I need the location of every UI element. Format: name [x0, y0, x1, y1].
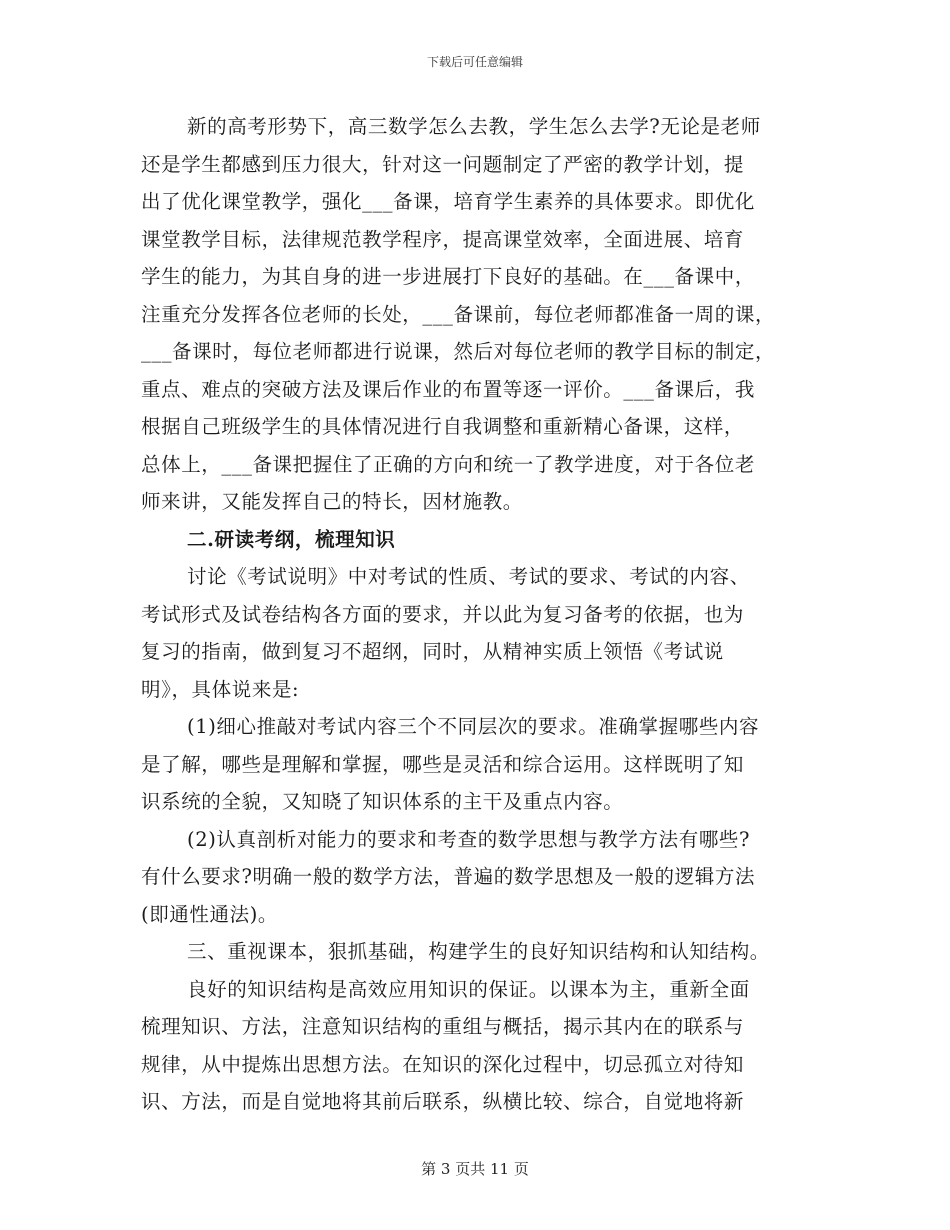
section-heading: 二.研读考纲，梳理知识 [187, 527, 396, 551]
page-footer: 第 3 页共 11 页 [421, 1160, 529, 1178]
text-line: 总体上，___备课把握住了正确的方向和统一了教学进度，对于各位老 [141, 452, 755, 476]
text-line: 讨论《考试说明》中对考试的性质、考试的要求、考试的内容、 [187, 565, 750, 588]
text-line: (即通性通法)。 [141, 902, 279, 926]
text-line: 良好的知识结构是高效应用知识的保证。以课本为主，重新全面 [187, 977, 750, 1001]
text-line: 识、方法，而是自觉地将其前后联系，纵横比较、综合，自觉地将新 [141, 1090, 745, 1113]
text-line: 还是学生都感到压力很大，针对这一问题制定了严密的教学计划，提 [141, 152, 745, 176]
text-line: 新的高考形势下，高三数学怎么去教，学生怎么去学?无论是老师 [187, 115, 761, 138]
text-line: 明》，具体说来是: [141, 677, 300, 701]
text-line: 识系统的全貌，又知晓了知识体系的主干及重点内容。 [141, 790, 624, 813]
text-line: (1)细心推敲对考试内容三个不同层次的要求。准确掌握哪些内容 [187, 715, 760, 738]
text-line: 考试形式及试卷结构各方面的要求，并以此为复习备考的依据，也为 [141, 602, 745, 626]
text-line: 学生的能力，为其自身的进一步进展打下良好的基础。在___备课中， [141, 265, 755, 288]
text-line: ___备课时，每位老师都进行说课，然后对每位老师的教学目标的制定， [141, 340, 776, 363]
page-header: 下载后可任意编辑 [426, 55, 523, 69]
text-line: 注重充分发挥各位老师的长处，___备课前，每位老师都准备一周的课， [141, 302, 776, 326]
text-line: 出了优化课堂教学，强化___备课，培育学生素养的具体要求。即优化 [141, 190, 755, 213]
text-line: 师来讲，又能发挥自己的特长，因材施教。 [141, 490, 523, 513]
text-line: 三、重视课本，狠抓基础，构建学生的良好知识结构和认知结构。 [187, 940, 770, 963]
text-line: 复习的指南，做到复习不超纲，同时，从精神实质上领悟《考试说 [141, 640, 724, 663]
body-text [141, 108, 821, 1121]
text-line: 有什么要求?明确一般的数学方法，普遍的数学思想及一般的逻辑方法 [141, 865, 756, 888]
text-line: 规律，从中提炼出思想方法。在知识的深化过程中，切忌孤立对待知 [141, 1052, 745, 1076]
text-line: 是了解，哪些是理解和掌握，哪些是灵活和综合运用。这样既明了知 [141, 752, 745, 776]
text-line: 梳理知识、方法，注意知识结构的重组与概括，揭示其内在的联系与 [141, 1015, 745, 1038]
text-line: 课堂教学目标，法律规范教学程序，提高课堂效率，全面进展、培育 [141, 227, 745, 251]
text-line: 重点、难点的突破方法及课后作业的布置等逐一评价。___备课后，我 [141, 377, 755, 401]
text-line: 根据自己班级学生的具体情况进行自我调整和重新精心备课，这样， [141, 415, 745, 438]
text-line: (2)认真剖析对能力的要求和考查的数学思想与教学方法有哪些? [187, 827, 751, 851]
